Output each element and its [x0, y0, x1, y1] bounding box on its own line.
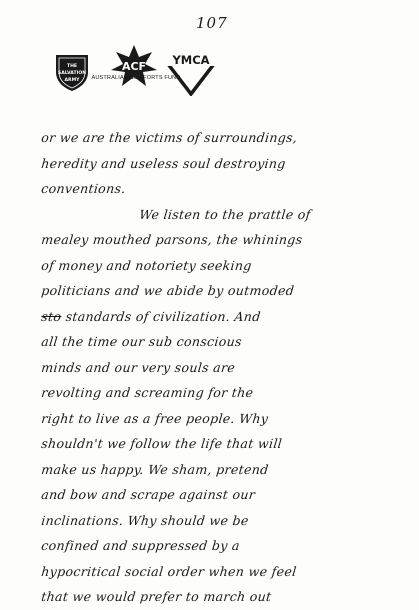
text-line: and bow and scrape against our	[40, 487, 256, 502]
acf-subtitle: AUSTRALIAN COMFORTS FUND	[91, 75, 181, 81]
svg-text:ARMY: ARMY	[64, 78, 80, 83]
salvation-army-shield-icon	[52, 52, 92, 92]
text-line: that we would prefer to march out	[40, 589, 273, 604]
text-line: revolting and screaming for the	[40, 385, 255, 400]
svg-text:ACF: ACF	[121, 60, 147, 73]
text-line: conventions.	[40, 181, 127, 196]
page-number: 107	[196, 14, 228, 32]
text-line: all the time our sub conscious	[40, 334, 243, 349]
text-line: We listen to the prattle of	[138, 206, 312, 222]
text-line: politicians and we abide by outmoded	[40, 283, 295, 298]
text-line: minds and our very souls are	[40, 359, 236, 375]
text-line: inclinations. Why should we be	[40, 512, 250, 528]
svg-text:THE: THE	[66, 64, 78, 69]
text-line: or we are the victims of surroundings,	[40, 130, 299, 145]
text-line: confined and suppressed by a	[40, 538, 241, 553]
ymca-triangle-logo	[162, 50, 220, 96]
svg-text:YMCA: YMCA	[172, 53, 210, 67]
text-line: heredity and useless soul destroying	[40, 155, 287, 171]
text-line: shouldn't we follow the life that will	[40, 436, 283, 451]
handwritten-text	[40, 125, 400, 610]
struck-word: sto	[40, 308, 63, 324]
text-line: right to live as a free people. Why	[40, 410, 270, 426]
text-line-body: standards of civilization. And	[64, 308, 262, 324]
text-line-with-strikeout	[40, 304, 403, 330]
text-line: make us happy. We sham, pretend	[40, 461, 270, 477]
text-line: hypocritical social order when we feel	[40, 563, 298, 579]
text-line: mealey mouthed parsons, the whinings	[40, 232, 304, 247]
text-line: of money and notoriety seeking	[40, 257, 253, 273]
svg-text:SALVATION: SALVATION	[57, 71, 87, 76]
letterhead	[52, 42, 222, 98]
